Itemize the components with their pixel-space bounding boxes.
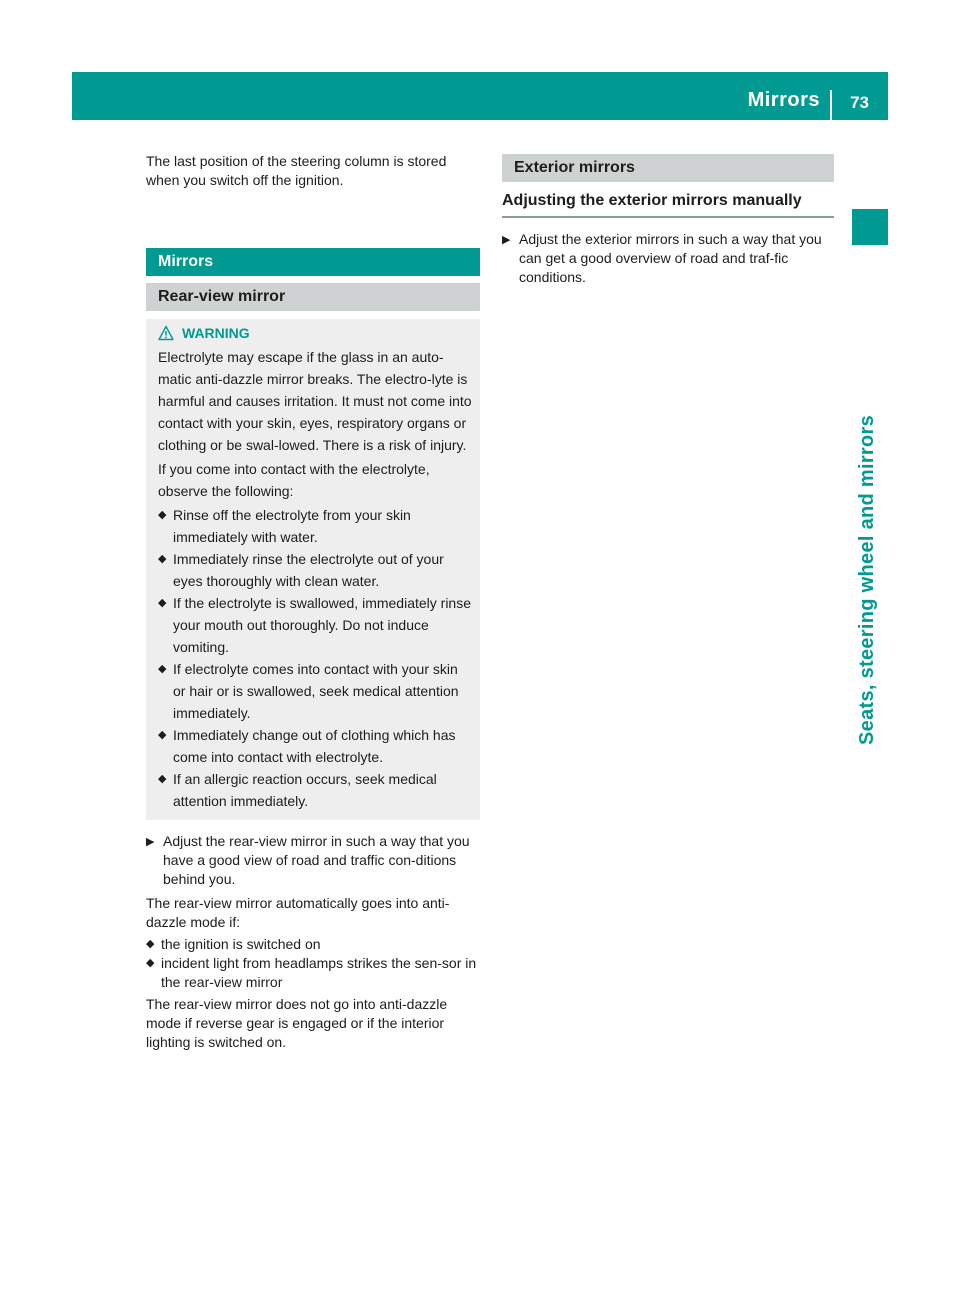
header-divider [830, 90, 832, 120]
list-item: ◆ If the electrolyte is swallowed, immediately rinse your mouth out thoroughly. Do not induce vomiting. [158, 595, 472, 655]
list-item: ◆ incident light from headlamps strikes the sen-sor in the rear-view mirror [146, 955, 477, 990]
step-arrow-icon: ▶ [146, 836, 155, 848]
header-bar [72, 72, 888, 120]
heading-adjusting-exterior: Adjusting the exterior mirrors manually [502, 192, 834, 218]
warning-text-followup: If you come into contact with the electrolyte, observe the following: [158, 461, 430, 499]
warning-header [158, 325, 472, 341]
step-arrow-icon: ▶ [502, 234, 511, 246]
left-column [146, 152, 480, 1052]
warning-triangle-icon [158, 325, 174, 341]
warning-text: Electrolyte may escape if the glass in an auto-matic anti-dazzle mirror breaks. The electro-lyte is harmful and causes irritation. It must not come into contact with your skin, eyes, respiratory organs or clothing or be swal-lowed. There is a risk of injury. [158, 349, 472, 453]
right-column [502, 154, 834, 287]
intro-paragraph: The last position of the steering column is stored when you switch off the ignition. [146, 153, 447, 188]
instruction-step: ▶ Adjust the exterior mirrors in such a way that you can get a good overview of road and traf-fic conditions. [502, 231, 822, 285]
subsection-title-exterior: Exterior mirrors [502, 154, 834, 182]
chapter-side-label: Seats, steering wheel and mirrors [856, 414, 878, 745]
subsection-title-rear-view: Rear-view mirror [146, 283, 480, 311]
list-item: ◆ the ignition is switched on [146, 936, 321, 952]
list-item: ◆ Immediately rinse the electrolyte out of your eyes thoroughly with clean water. [158, 551, 444, 589]
list-item: ◆ Rinse off the electrolyte from your skin immediately with water. [158, 507, 411, 545]
section-title-mirrors: Mirrors [146, 248, 480, 276]
instruction-step: ▶ Adjust the rear-view mirror in such a way that you have a good view of road and traffic con-ditions behind you. [146, 833, 470, 887]
list-item: ◆ If electrolyte comes into contact with your skin or hair or is swallowed, seek medical attention immediately. [158, 661, 459, 721]
bullet-list [146, 935, 480, 992]
list-item: ◆ Immediately change out of clothing which has come into contact with electrolyte. [158, 727, 456, 765]
paragraph: The rear-view mirror automatically goes into anti-dazzle mode if: [146, 895, 450, 930]
chapter-title: Mirrors [747, 89, 820, 111]
warning-box [146, 319, 480, 820]
list-item: ◆ If an allergic reaction occurs, seek medical attention immediately. [158, 771, 437, 809]
paragraph: The rear-view mirror does not go into anti-dazzle mode if reverse gear is engaged or if the interior lighting is switched on. [146, 996, 448, 1050]
warning-bullet-list [158, 504, 472, 812]
warning-title: WARNING [182, 325, 250, 341]
chapter-tab-marker [852, 209, 888, 245]
page-number: 73 [850, 93, 869, 112]
